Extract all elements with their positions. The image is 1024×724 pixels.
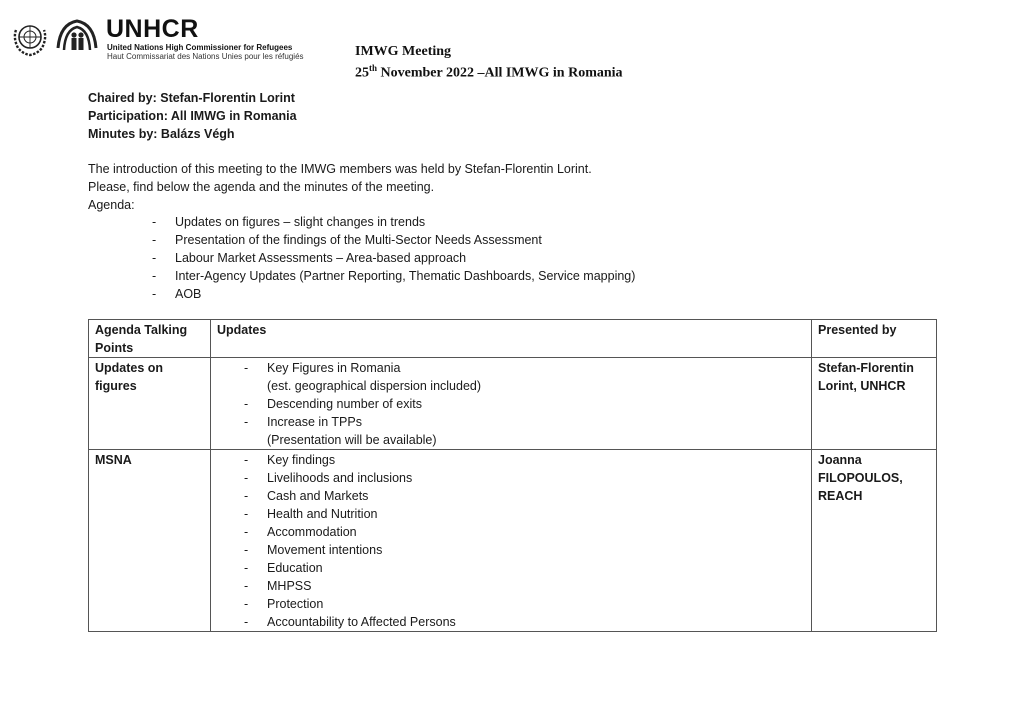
header-presented-by: Presented by bbox=[812, 320, 937, 358]
logo-subtitle-fr: Haut Commissariat des Nations Unies pour les réfugiés bbox=[107, 52, 304, 61]
agenda-item: - AOB bbox=[152, 285, 635, 303]
updates-list bbox=[217, 451, 805, 631]
update-item: - Livelihoods and inclusions bbox=[240, 469, 805, 487]
agenda-list bbox=[152, 213, 635, 303]
logo-wordmark: UNHCR bbox=[106, 15, 199, 43]
un-emblem-icon bbox=[10, 18, 50, 58]
table-row bbox=[89, 358, 937, 450]
presenter-cell: Joanna FILOPOULOS, REACH bbox=[812, 450, 937, 632]
minutes-by: Minutes by: Balázs Végh bbox=[88, 127, 235, 141]
date-rest: November 2022 –All IMWG in Romania bbox=[377, 65, 623, 81]
meeting-name: IMWG Meeting bbox=[355, 44, 452, 59]
update-item: - Education bbox=[240, 559, 805, 577]
participation: Participation: All IMWG in Romania bbox=[88, 109, 297, 123]
agenda-label: Agenda: bbox=[88, 198, 135, 212]
agenda-item: - Presentation of the findings of the Multi-Sector Needs Assessment bbox=[152, 231, 635, 249]
table-header-row bbox=[89, 320, 937, 358]
update-item-continuation: (Presentation will be available) bbox=[267, 433, 437, 447]
meeting-date bbox=[355, 60, 623, 82]
introduction bbox=[88, 160, 592, 214]
logo-subtitle-en: United Nations High Commissioner for Refugees bbox=[107, 43, 293, 52]
agenda-item: - Labour Market Assessments – Area-based approach bbox=[152, 249, 635, 267]
header-talking-points: Agenda Talking Points bbox=[89, 320, 211, 358]
update-item: - MHPSS bbox=[240, 577, 805, 595]
update-item: - Movement intentions bbox=[240, 541, 805, 559]
header-updates: Updates bbox=[211, 320, 812, 358]
update-item: - Descending number of exits bbox=[240, 395, 805, 413]
meeting-title bbox=[355, 43, 623, 82]
unhcr-logo bbox=[10, 15, 310, 62]
date-suffix: th bbox=[369, 63, 378, 73]
date-day: 25 bbox=[355, 65, 369, 81]
talking-point-cell: MSNA bbox=[89, 450, 211, 632]
update-item: - Key findings bbox=[240, 451, 805, 469]
table-row bbox=[89, 450, 937, 632]
talking-point-cell: Updates on figures bbox=[89, 358, 211, 450]
updates-list bbox=[217, 359, 805, 449]
presenter-cell: Stefan-Florentin Lorint, UNHCR bbox=[812, 358, 937, 450]
update-item: - Key Figures in Romania bbox=[240, 359, 805, 377]
update-item: - Accountability to Affected Persons bbox=[240, 613, 805, 631]
unhcr-emblem-icon bbox=[54, 18, 100, 58]
chaired-by: Chaired by: Stefan-Florentin Lorint bbox=[88, 91, 295, 105]
agenda-item: - Updates on figures – slight changes in trends bbox=[152, 213, 635, 231]
update-item: - Cash and Markets bbox=[240, 487, 805, 505]
update-item: - Accommodation bbox=[240, 523, 805, 541]
updates-cell bbox=[211, 450, 812, 632]
update-item-continuation: (est. geographical dispersion included) bbox=[267, 379, 482, 393]
intro-line-2: Please, find below the agenda and the minutes of the meeting. bbox=[88, 180, 435, 194]
update-item: - Protection bbox=[240, 595, 805, 613]
update-item: - Increase in TPPs bbox=[240, 413, 805, 431]
update-item: - Health and Nutrition bbox=[240, 505, 805, 523]
intro-line-1: The introduction of this meeting to the IMWG members was held by Stefan-Florentin Lorint. bbox=[88, 162, 592, 176]
updates-cell bbox=[211, 358, 812, 450]
meeting-meta bbox=[88, 89, 297, 143]
minutes-table bbox=[88, 319, 937, 632]
agenda-item: - Inter-Agency Updates (Partner Reporting, Thematic Dashboards, Service mapping) bbox=[152, 267, 635, 285]
